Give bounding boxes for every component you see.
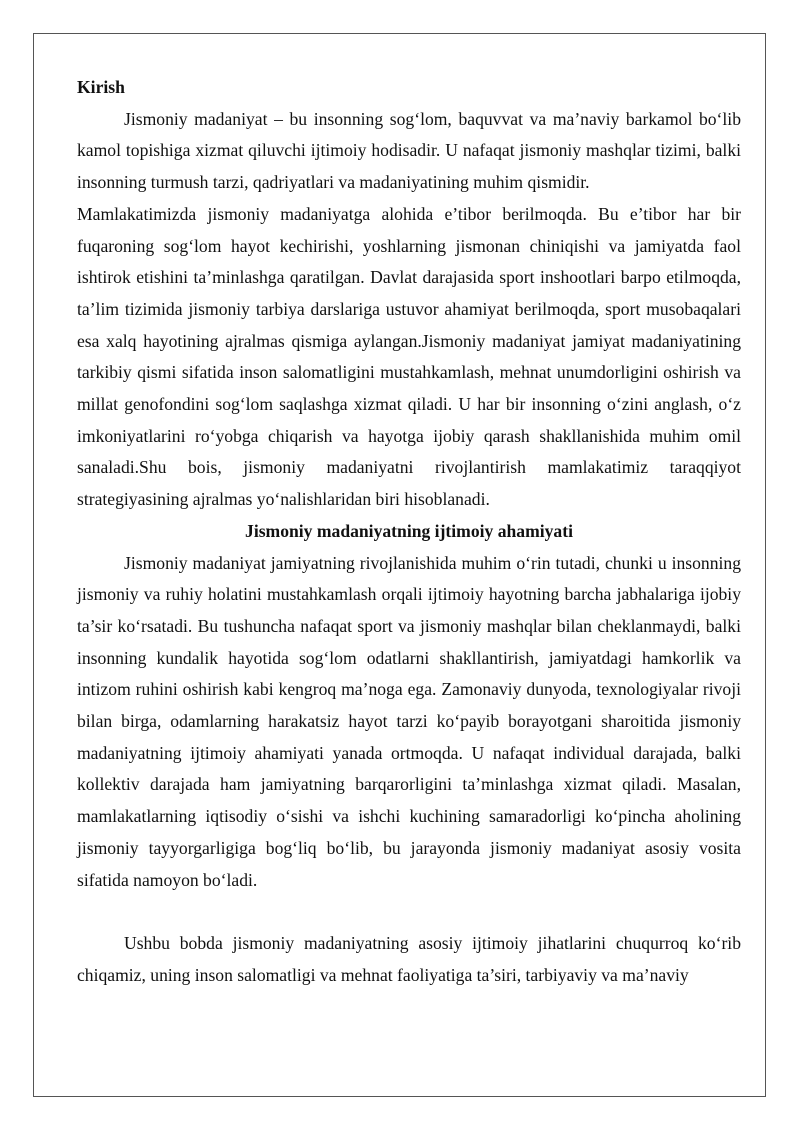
intro-paragraph-2: Mamlakatimizda jismoniy madaniyatga alohida e’tibor berilmoqda. Bu e’tibor har bir fuqaroning sog‘lom hayot kechirishi, yoshlarning jismonan chiniqishi va jamiyatda faol ishtirok etishini ta’minlashga qaratilgan. Davlat darajasida sport inshootlari barpo etilmoqda, ta’lim tizimida jismoniy tarbiya darslariga ustuvor ahamiyat berilmoqda, sport musobaqalari esa xalq hayotining ajralmas qismiga aylangan.Jismoniy madaniyat jamiyat madaniyatining tarkibiy qismi sifatida inson salomatligini mustahkamlash, mehnat unumdorligini oshirish va millat genofondini sog‘lom saqlashga xizmat qiladi. U har bir insonning o‘zini anglash, o‘z imkoniyatlarini ro‘yobga chiqarish va hayotga ijobiy qarash shakllanishida muhim omil sanaladi.Shu bois, jismoniy madaniyatni rivojlantirish mamlakatimiz taraqqiyot strategiyasining ajralmas yo‘nalishlaridan biri hisoblanadi. [77, 203, 741, 510]
section-paragraph-2: Ushbu bobda jismoniy madaniyatning asosiy ijtimoiy jihatlarini chuqurroq ko‘rib chiqamiz, uning inson salomatligi va mehnat faoliyatiga ta’siri, tarbiyaviy va ma’naviy [77, 932, 741, 985]
intro-heading: Kirish [77, 77, 125, 97]
section-heading: Jismoniy madaniyatning ijtimoiy ahamiyati [245, 520, 573, 541]
paragraph-gap [77, 896, 741, 928]
section-paragraph-1: Jismoniy madaniyat jamiyatning rivojlanishida muhim o‘rin tutadi, chunki u insonning jismoniy va ruhiy holatini mustahkamlash orqali ijtimoiy hayotning barcha jabhalariga ijobiy ta’sir ko‘rsatadi. Bu tushuncha nafaqat sport va jismoniy mashqlar bilan cheklanmaydi, balki insonning kundalik hayotida sog‘lom odatlarni shakllantirish, jamiyatdagi hamkorlik va intizom ruhini oshirish kabi kengroq ma’noga ega. Zamonaviy dunyoda, texnologiyalar rivoji bilan birga, odamlarning harakatsiz hayot tarzi ko‘payib borayotgani sharoitida jismoniy madaniyatning ijtimoiy ahamiyati yanada ortmoqda. U nafaqat individual darajada, balki kollektiv darajada ham jamiyatning barqarorligini ta’minlashga xizmat qiladi. Masalan, mamlakatlarning iqtisodiy o‘sishi va ishchi kuchining samaradorligi ko‘pincha aholining jismoniy tayyorgarligiga bog‘liq bo‘lib, bu jarayonda jismoniy madaniyat asosiy vosita sifatida namoyon bo‘ladi. [77, 552, 741, 890]
document-body [77, 72, 741, 991]
intro-paragraph-1: Jismoniy madaniyat – bu insonning sog‘lom, baquvvat va ma’naviy barkamol bo‘lib kamol topishiga xizmat qiluvchi ijtimoiy hodisadir. U nafaqat jismoniy mashqlar tizimi, balki insonning turmush tarzi, qadriyatlari va madaniyatining muhim qismidir. [77, 108, 741, 193]
